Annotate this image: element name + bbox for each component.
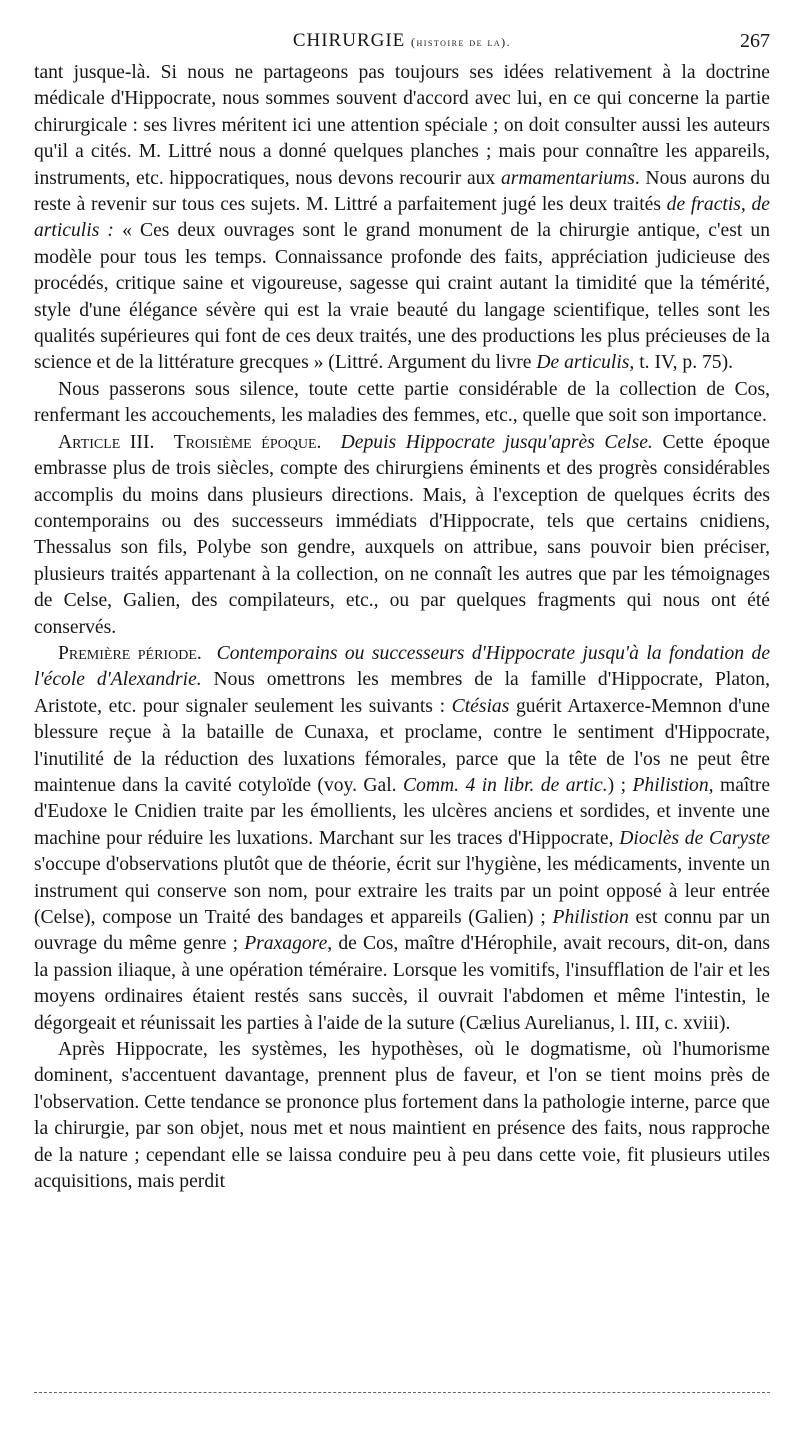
period-label: Première période. (58, 642, 202, 664)
italic-run: Philistion (552, 907, 629, 928)
paragraph-2 (34, 377, 770, 430)
running-title-sub: (histoire de la). (411, 35, 512, 49)
document-page (34, 26, 770, 1195)
italic-run: armamentariums (500, 167, 635, 189)
period-title: Contemporains ou successeurs d'Hippocrate jusqu'à la fondation de l'école d'Alexandrie. (34, 642, 771, 691)
page-number: 267 (740, 30, 770, 52)
paragraph-1 (34, 60, 770, 377)
paragraph-3-article-heading (34, 430, 770, 641)
text-run: . Nous aurons du reste à revenir sur tous ces sujets. M. Littré a parfaitement jugé les deux traités (34, 167, 770, 216)
text-run: est connu par un ouvrage du même genre ; (34, 907, 770, 955)
text-run: Nous passerons sous silence, toute cette partie considérable de la collection de Cos, renfermant les accouchements, les maladies des femmes, etc., quelle que soit son importance. (34, 378, 770, 427)
italic-run: Ctésias (451, 695, 510, 717)
paragraph-4-period-heading (34, 641, 770, 1037)
italic-run: Praxagore (244, 933, 328, 955)
text-run: Nous omettrons les membres de la famille d'Hippocrate, Platon, Aristote, etc. pour signaler seulement les suivants : (34, 669, 770, 717)
text-run: ) ; (607, 774, 633, 796)
running-header (34, 26, 770, 60)
article-label: Article III. (58, 431, 155, 453)
text-run: , maître d'Eudoxe le Cnidien traite par les émollients, les ulcères anciens et sordides, et invente une machine pour réduire les luxations. Marchant sur les traces d'Hippocrate, (34, 774, 771, 849)
italic-run: De articulis (536, 352, 630, 374)
running-title (34, 30, 770, 52)
italic-run: Dioclès de Caryste (619, 827, 770, 849)
running-title-main: CHIRURGIE (292, 30, 406, 51)
epoch-title: Depuis Hippocrate jusqu'après Celse. (340, 431, 653, 453)
footer-dashed-rule (34, 1392, 770, 1393)
text-run: guérit Artaxerce-Memnon d'une blessure reçue à la bataille de Cunaxa, et proclame, contre le sentiment d'Hippocrate, l'inutilité de la réduction des luxations fémorales, parce que la tête de l'os ne peut être maintenue dans la cavité cotyloïde (voy. Gal. (34, 695, 771, 796)
italic-run: Philistion (632, 774, 709, 796)
body-text (34, 60, 770, 1195)
italic-run: Comm. 4 in libr. de artic. (403, 774, 608, 796)
text-run: « Ces deux ouvrages sont le grand monument de la chirurgie antique, c'est un modèle pour tous les temps. Connaissance profonde des faits, appréciation judicieuse des procédés, critique saine et vigoureuse, sagesse qui craint autant la timidité que la témérité, style d'une élégance sévère qui est la vraie beauté du langage scientifique, telles sont les qualités supérieures qui font de ces deux traités, une des productions les plus précieuses de la science et de la littérature grecques » (Littré. Argument du livre (34, 220, 770, 374)
italic-run: de fractis, de articulis : (34, 194, 770, 242)
text-run: , t. IV, p. 75). (629, 352, 734, 374)
text-run: s'occupe d'observations plutôt que de théorie, écrit sur l'hygiène, les médicaments, invente un instrument qui conserve son nom, pour extraire les traits par un point opposé à leur entrée (Celse), compose un Traité des bandages et appareils (Galien) ; (34, 854, 770, 928)
paragraph-5 (34, 1037, 770, 1195)
text-run: Cette époque embrasse plus de trois siècles, compte des chirurgiens éminents et des progrès considérables accomplis du moins dans plusieurs directions. Mais, à l'exception de quelques écrits des contemporains ou des successeurs immédiats d'Hippocrate, tels que certains cnidiens, Thessalus son fils, Polybe son gendre, auxquels on attribue, sans pouvoir bien préciser, plusieurs traités appartenant à la collection, on ne connaît les autres que par les témoignages de Celse, Galien, des compilateurs, etc., ou par quelques fragments qui nous ont été conservés. (34, 431, 770, 638)
text-run: , de Cos, maître d'Hérophile, avait recours, dit-on, dans la passion iliaque, à une opération téméraire. Lorsque les vomitifs, l'insufflation de l'air et les moyens ordinaires étaient restés sans succès, il ouvrait l'abdomen et même l'intestin, le dégorgeait et réunissait les parties à l'aide de la suture (Cælius Aurelianus, l. III, c. xviii). (34, 933, 770, 1034)
text-run: tant jusque-là. Si nous ne partageons pas toujours ses idées relativement à la doctrine médicale d'Hippocrate, nous sommes souvent d'accord avec lui, en ce qui concerne la partie chirurgicale : ses livres méritent ici une attention spéciale ; on doit consulter aussi les auteurs qu'il a cités. M. Littré nous a donné quelques planches ; mais pour connaître les appareils, instruments, etc. hippocratiques, nous devons recourir aux (34, 62, 770, 189)
epoch-label: Troisième époque. (173, 431, 322, 453)
text-run: Après Hippocrate, les systèmes, les hypothèses, où le dogmatisme, où l'humorisme dominent, s'accentuent davantage, prennent plus de faveur, et l'on se tient moins près de l'observation. Cette tendance se prononce plus fortement dans la pathologie interne, parce que la chirurgie, par son objet, nous met et nous maintient en présence des faits, nous rapproche de la nature ; cependant elle se laissa conduire peu à peu dans cette voie, fit plusieurs utiles acquisitions, mais perdit (34, 1039, 770, 1193)
